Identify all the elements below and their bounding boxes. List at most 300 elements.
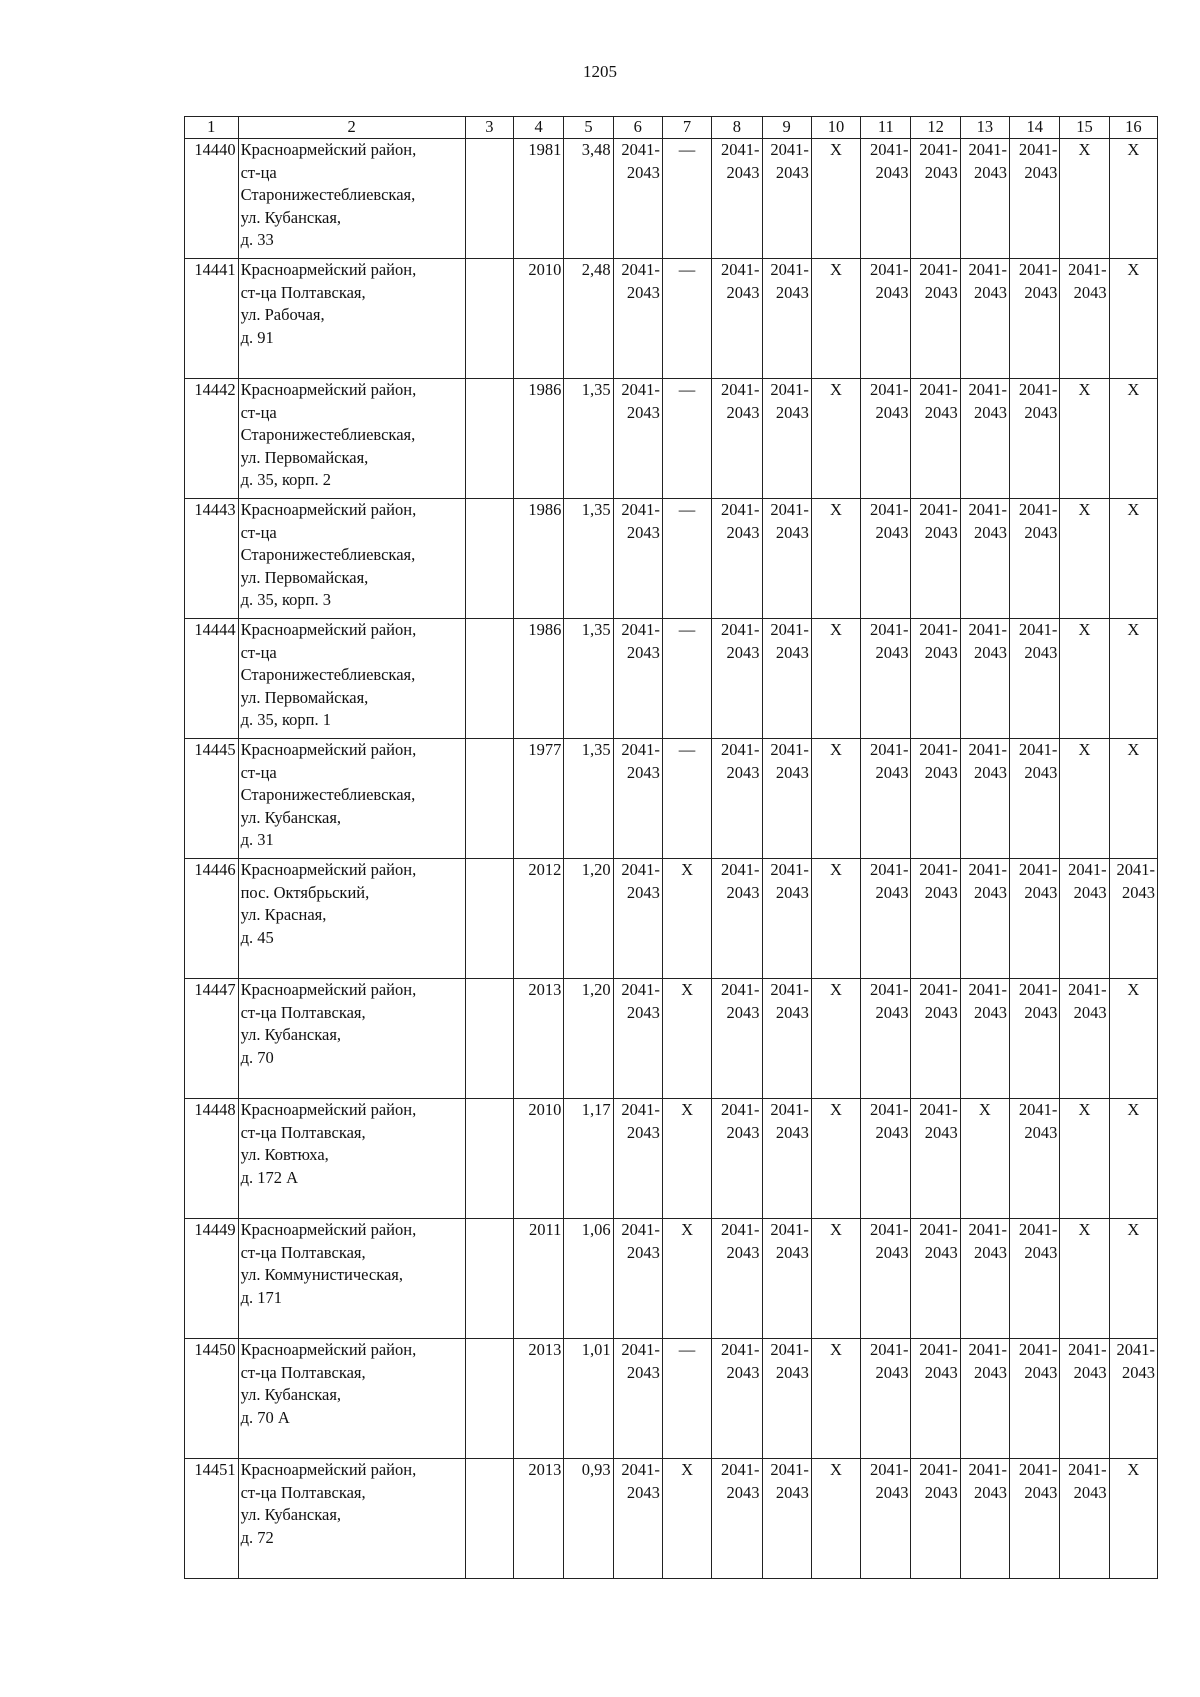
- address-cell: [238, 1459, 465, 1579]
- cell-col-10: X: [811, 619, 860, 739]
- table-row: [185, 1459, 1158, 1579]
- address-line: Красноармейский район,: [240, 860, 417, 879]
- column-header: 4: [513, 117, 563, 139]
- period-end: 2043: [974, 762, 1008, 782]
- cell-col-13: [960, 979, 1009, 1099]
- address-line: д. 33: [240, 230, 274, 249]
- period-end: 2043: [1122, 882, 1155, 902]
- period-end: 2043: [924, 402, 958, 422]
- cell-col-16: X: [1109, 979, 1157, 1099]
- period-end: 2043: [1024, 1242, 1058, 1262]
- cell-col-7: —: [662, 619, 711, 739]
- row-number: 14445: [185, 739, 239, 859]
- cell-col-4: 2013: [513, 1339, 563, 1459]
- period-end: 2043: [974, 282, 1008, 302]
- period-start: 2041-: [919, 1460, 958, 1479]
- period-end: 2043: [974, 882, 1008, 902]
- cell-col-7: X: [662, 1099, 711, 1219]
- period-end: 2043: [875, 1482, 909, 1502]
- cell-col-4: 2013: [513, 979, 563, 1099]
- period-start: 2041-: [770, 980, 809, 999]
- address-line: Красноармейский район,: [240, 980, 417, 999]
- cell-col-15: [1060, 1339, 1109, 1459]
- period-start: 2041-: [721, 140, 760, 159]
- period-end: 2043: [974, 642, 1008, 662]
- cell-col-8: [712, 979, 762, 1099]
- cell-col-12: [911, 859, 960, 979]
- period-start: 2041-: [919, 740, 958, 759]
- cell-col-12: [911, 739, 960, 859]
- period-end: 2043: [875, 762, 909, 782]
- table-row: [185, 979, 1158, 1099]
- cell-col-5: 1,35: [564, 739, 613, 859]
- cell-col-3: [465, 499, 513, 619]
- cell-col-16: X: [1109, 1219, 1157, 1339]
- address-cell: [238, 1099, 465, 1219]
- cell-col-7: —: [662, 499, 711, 619]
- period-start: 2041-: [968, 500, 1008, 519]
- period-end: 2043: [924, 1482, 958, 1502]
- period-end: 2043: [1073, 282, 1107, 302]
- cell-col-13: [960, 859, 1009, 979]
- cell-col-10: X: [811, 1219, 860, 1339]
- cell-col-11: [861, 259, 911, 379]
- cell-col-10: X: [811, 499, 860, 619]
- cell-col-13: X: [960, 1099, 1009, 1219]
- cell-col-14: [1010, 1099, 1060, 1219]
- period-start: 2041-: [1018, 380, 1058, 399]
- period-end: 2043: [775, 1002, 809, 1022]
- header-row: [185, 117, 1158, 139]
- period-start: 2041-: [869, 740, 909, 759]
- cell-col-11: [861, 619, 911, 739]
- period-start: 2041-: [770, 620, 809, 639]
- cell-col-3: [465, 619, 513, 739]
- period-end: 2043: [924, 1122, 958, 1142]
- period-start: 2041-: [1068, 980, 1107, 999]
- address-line: д. 45: [240, 927, 274, 947]
- cell-col-4: 2012: [513, 859, 563, 979]
- period-start: 2041-: [770, 260, 809, 279]
- period-end: 2043: [974, 522, 1008, 542]
- address-line: Красноармейский район,: [240, 380, 417, 399]
- cell-col-15: X: [1060, 619, 1109, 739]
- address-line: Старонижестеблиевская,: [240, 785, 416, 804]
- cell-col-12: [911, 979, 960, 1099]
- cell-col-15: [1060, 979, 1109, 1099]
- period-start: 2041-: [1116, 1340, 1155, 1359]
- cell-col-11: [861, 1099, 911, 1219]
- period-start: 2041-: [721, 1340, 760, 1359]
- address-line: Красноармейский район,: [240, 260, 417, 279]
- period-end: 2043: [924, 162, 958, 182]
- period-end: 2043: [1024, 162, 1058, 182]
- cell-col-10: X: [811, 1459, 860, 1579]
- cell-col-9: [762, 1459, 811, 1579]
- period-end: 2043: [875, 282, 909, 302]
- period-start: 2041-: [869, 1460, 909, 1479]
- period-end: 2043: [726, 162, 760, 182]
- period-start: 2041-: [1018, 860, 1058, 879]
- cell-col-13: [960, 259, 1009, 379]
- cell-col-7: —: [662, 139, 711, 259]
- cell-col-3: [465, 259, 513, 379]
- address-line: пос. Октябрьский,: [240, 882, 370, 902]
- row-number: 14441: [185, 259, 239, 379]
- cell-col-5: 1,35: [564, 499, 613, 619]
- period-start: 2041-: [869, 620, 909, 639]
- column-header: 5: [564, 117, 613, 139]
- period-end: 2043: [875, 1242, 909, 1262]
- address-line: ул. Кубанская,: [240, 807, 342, 827]
- period-start: 2041-: [869, 1340, 909, 1359]
- period-start: 2041-: [621, 260, 660, 279]
- cell-col-5: 3,48: [564, 139, 613, 259]
- period-start: 2041-: [721, 1100, 760, 1119]
- cell-col-3: [465, 1219, 513, 1339]
- cell-col-10: X: [811, 379, 860, 499]
- period-end: 2043: [924, 882, 958, 902]
- period-start: 2041-: [770, 860, 809, 879]
- cell-col-14: [1010, 139, 1060, 259]
- period-start: 2041-: [869, 260, 909, 279]
- period-end: 2043: [1122, 1362, 1155, 1382]
- period-start: 2041-: [770, 140, 809, 159]
- period-start: 2041-: [770, 500, 809, 519]
- column-header: 8: [712, 117, 762, 139]
- period-end: 2043: [626, 282, 660, 302]
- cell-col-11: [861, 859, 911, 979]
- column-header: 3: [465, 117, 513, 139]
- cell-col-15: [1060, 259, 1109, 379]
- address-line: ул. Коммунистическая,: [240, 1265, 404, 1284]
- cell-col-15: [1060, 859, 1109, 979]
- cell-col-16: X: [1109, 259, 1157, 379]
- cell-col-8: [712, 619, 762, 739]
- period-end: 2043: [1024, 1482, 1058, 1502]
- period-start: 2041-: [919, 140, 958, 159]
- cell-col-9: [762, 259, 811, 379]
- address-line: Красноармейский район,: [240, 500, 417, 519]
- cell-col-12: [911, 1459, 960, 1579]
- period-end: 2043: [974, 1242, 1008, 1262]
- cell-col-16: X: [1109, 1459, 1157, 1579]
- period-start: 2041-: [919, 1220, 958, 1239]
- address-line: Красноармейский район,: [240, 1100, 417, 1119]
- cell-col-4: 1986: [513, 619, 563, 739]
- cell-col-14: [1010, 1459, 1060, 1579]
- period-start: 2041-: [621, 1460, 660, 1479]
- cell-col-10: X: [811, 739, 860, 859]
- cell-col-13: [960, 1339, 1009, 1459]
- period-start: 2041-: [721, 620, 760, 639]
- address-line: Красноармейский район,: [240, 1340, 417, 1359]
- period-start: 2041-: [721, 260, 760, 279]
- period-start: 2041-: [1018, 1460, 1058, 1479]
- period-start: 2041-: [621, 620, 660, 639]
- address-line: ул. Первомайская,: [240, 687, 369, 707]
- period-end: 2043: [626, 1002, 660, 1022]
- cell-col-7: X: [662, 979, 711, 1099]
- period-end: 2043: [875, 882, 909, 902]
- cell-col-9: [762, 1339, 811, 1459]
- period-end: 2043: [974, 162, 1008, 182]
- cell-col-5: 1,35: [564, 379, 613, 499]
- cell-col-4: 2010: [513, 259, 563, 379]
- period-start: 2041-: [1018, 620, 1058, 639]
- address-cell: [238, 739, 465, 859]
- cell-col-7: —: [662, 739, 711, 859]
- period-start: 2041-: [869, 980, 909, 999]
- period-end: 2043: [626, 882, 660, 902]
- cell-col-10: X: [811, 1339, 860, 1459]
- cell-col-8: [712, 1219, 762, 1339]
- cell-col-11: [861, 979, 911, 1099]
- cell-col-4: 2011: [513, 1219, 563, 1339]
- cell-col-4: 1981: [513, 139, 563, 259]
- period-start: 2041-: [919, 260, 958, 279]
- cell-col-13: [960, 1219, 1009, 1339]
- cell-col-13: [960, 139, 1009, 259]
- period-end: 2043: [924, 522, 958, 542]
- period-end: 2043: [974, 1362, 1008, 1382]
- cell-col-4: 1977: [513, 739, 563, 859]
- column-header: 9: [762, 117, 811, 139]
- address-line: д. 91: [240, 327, 274, 347]
- address-line: ст-ца: [240, 642, 277, 662]
- address-line: ул. Кубанская,: [240, 1505, 342, 1524]
- cell-col-14: [1010, 499, 1060, 619]
- cell-col-16: X: [1109, 619, 1157, 739]
- table-row: [185, 139, 1158, 259]
- period-end: 2043: [924, 642, 958, 662]
- address-line: д. 35, корп. 3: [240, 590, 331, 609]
- cell-col-9: [762, 739, 811, 859]
- cell-col-8: [712, 859, 762, 979]
- period-end: 2043: [626, 1482, 660, 1502]
- period-start: 2041-: [869, 860, 909, 879]
- period-start: 2041-: [621, 380, 660, 399]
- period-start: 2041-: [869, 1100, 909, 1119]
- period-start: 2041-: [869, 500, 909, 519]
- address-line: ул. Кубанская,: [240, 207, 342, 227]
- address-line: Красноармейский район,: [240, 1220, 417, 1239]
- period-end: 2043: [875, 642, 909, 662]
- period-end: 2043: [974, 402, 1008, 422]
- period-end: 2043: [726, 402, 760, 422]
- period-start: 2041-: [919, 500, 958, 519]
- cell-col-6: [613, 1099, 662, 1219]
- period-end: 2043: [1024, 642, 1058, 662]
- address-line: Старонижестеблиевская,: [240, 425, 416, 444]
- period-end: 2043: [924, 282, 958, 302]
- cell-col-14: [1010, 259, 1060, 379]
- cell-col-6: [613, 259, 662, 379]
- period-start: 2041-: [770, 740, 809, 759]
- row-number: 14449: [185, 1219, 239, 1339]
- period-end: 2043: [775, 1362, 809, 1382]
- period-start: 2041-: [770, 380, 809, 399]
- column-header: 16: [1109, 117, 1157, 139]
- period-end: 2043: [626, 1242, 660, 1262]
- table-row: [185, 619, 1158, 739]
- address-cell: [238, 979, 465, 1099]
- period-end: 2043: [726, 882, 760, 902]
- period-end: 2043: [626, 1362, 660, 1382]
- period-end: 2043: [726, 762, 760, 782]
- cell-col-6: [613, 1459, 662, 1579]
- period-start: 2041-: [1068, 860, 1107, 879]
- cell-col-14: [1010, 979, 1060, 1099]
- cell-col-11: [861, 1339, 911, 1459]
- column-header: 10: [811, 117, 860, 139]
- period-start: 2041-: [1018, 740, 1058, 759]
- cell-col-7: X: [662, 859, 711, 979]
- period-start: 2041-: [721, 500, 760, 519]
- cell-col-9: [762, 619, 811, 739]
- period-end: 2043: [726, 642, 760, 662]
- period-end: 2043: [1073, 1362, 1107, 1382]
- cell-col-11: [861, 379, 911, 499]
- period-end: 2043: [1024, 522, 1058, 542]
- address-line: д. 35, корп. 1: [240, 710, 331, 729]
- period-start: 2041-: [919, 1340, 958, 1359]
- cell-col-9: [762, 1099, 811, 1219]
- address-line: ул. Рабочая,: [240, 305, 325, 324]
- period-end: 2043: [875, 522, 909, 542]
- period-end: 2043: [626, 162, 660, 182]
- period-end: 2043: [1073, 882, 1107, 902]
- cell-col-12: [911, 1099, 960, 1219]
- period-start: 2041-: [721, 1460, 760, 1479]
- cell-col-5: 1,01: [564, 1339, 613, 1459]
- period-start: 2041-: [1018, 1220, 1058, 1239]
- address-line: Красноармейский район,: [240, 1460, 417, 1479]
- period-start: 2041-: [1018, 980, 1058, 999]
- address-line: ст-ца: [240, 402, 277, 422]
- period-start: 2041-: [770, 1220, 809, 1239]
- table-row: [185, 1219, 1158, 1339]
- period-start: 2041-: [1018, 500, 1058, 519]
- period-end: 2043: [775, 522, 809, 542]
- address-cell: [238, 379, 465, 499]
- period-start: 2041-: [968, 740, 1008, 759]
- period-end: 2043: [626, 762, 660, 782]
- cell-col-9: [762, 979, 811, 1099]
- period-end: 2043: [974, 1002, 1008, 1022]
- cell-col-4: 1986: [513, 499, 563, 619]
- address-line: ст-ца Полтавская,: [240, 1362, 366, 1382]
- period-start: 2041-: [621, 860, 660, 879]
- address-line: ст-ца: [240, 162, 277, 182]
- period-end: 2043: [726, 522, 760, 542]
- cell-col-5: 1,06: [564, 1219, 613, 1339]
- cell-col-7: —: [662, 1339, 711, 1459]
- period-start: 2041-: [721, 740, 760, 759]
- cell-col-12: [911, 379, 960, 499]
- address-cell: [238, 499, 465, 619]
- cell-col-5: 1,20: [564, 979, 613, 1099]
- column-header: 15: [1060, 117, 1109, 139]
- period-end: 2043: [775, 1482, 809, 1502]
- period-end: 2043: [875, 1362, 909, 1382]
- cell-col-11: [861, 1219, 911, 1339]
- row-number: 14442: [185, 379, 239, 499]
- period-start: 2041-: [919, 380, 958, 399]
- period-start: 2041-: [919, 980, 958, 999]
- period-start: 2041-: [968, 860, 1008, 879]
- period-end: 2043: [775, 762, 809, 782]
- cell-col-14: [1010, 1219, 1060, 1339]
- address-line: д. 35, корп. 2: [240, 470, 331, 489]
- period-start: 2041-: [968, 380, 1008, 399]
- table-row: [185, 499, 1158, 619]
- column-header: 12: [911, 117, 960, 139]
- cell-col-9: [762, 139, 811, 259]
- cell-col-7: X: [662, 1219, 711, 1339]
- address-cell: [238, 859, 465, 979]
- address-line: ст-ца: [240, 522, 277, 542]
- cell-col-16: X: [1109, 1099, 1157, 1219]
- table-row: [185, 1099, 1158, 1219]
- period-end: 2043: [626, 522, 660, 542]
- period-start: 2041-: [621, 140, 660, 159]
- period-end: 2043: [775, 1242, 809, 1262]
- cell-col-14: [1010, 379, 1060, 499]
- address-line: Старонижестеблиевская,: [240, 545, 416, 564]
- cell-col-11: [861, 139, 911, 259]
- cell-col-14: [1010, 739, 1060, 859]
- period-end: 2043: [1024, 882, 1058, 902]
- cell-col-3: [465, 1459, 513, 1579]
- cell-col-15: X: [1060, 499, 1109, 619]
- cell-col-8: [712, 259, 762, 379]
- address-line: д. 70 А: [240, 1407, 290, 1427]
- period-start: 2041-: [770, 1460, 809, 1479]
- row-number: 14446: [185, 859, 239, 979]
- period-end: 2043: [1024, 1122, 1058, 1142]
- address-line: ул. Первомайская,: [240, 447, 369, 467]
- cell-col-9: [762, 379, 811, 499]
- period-end: 2043: [775, 402, 809, 422]
- address-line: ст-ца Полтавская,: [240, 282, 366, 302]
- cell-col-16: X: [1109, 379, 1157, 499]
- cell-col-8: [712, 1099, 762, 1219]
- cell-col-6: [613, 1339, 662, 1459]
- address-line: Красноармейский район,: [240, 740, 417, 759]
- period-end: 2043: [924, 1242, 958, 1262]
- cell-col-9: [762, 499, 811, 619]
- period-start: 2041-: [968, 140, 1008, 159]
- cell-col-6: [613, 1219, 662, 1339]
- column-header: 2: [238, 117, 465, 139]
- period-end: 2043: [1024, 762, 1058, 782]
- period-start: 2041-: [621, 980, 660, 999]
- cell-col-10: X: [811, 1099, 860, 1219]
- period-start: 2041-: [621, 500, 660, 519]
- row-number: 14444: [185, 619, 239, 739]
- cell-col-13: [960, 739, 1009, 859]
- period-start: 2041-: [721, 860, 760, 879]
- period-start: 2041-: [1068, 260, 1107, 279]
- period-start: 2041-: [770, 1340, 809, 1359]
- cell-col-8: [712, 379, 762, 499]
- table-row: [185, 859, 1158, 979]
- cell-col-9: [762, 859, 811, 979]
- address-line: Красноармейский район,: [240, 140, 417, 159]
- address-line: д. 171: [240, 1287, 282, 1307]
- address-cell: [238, 1219, 465, 1339]
